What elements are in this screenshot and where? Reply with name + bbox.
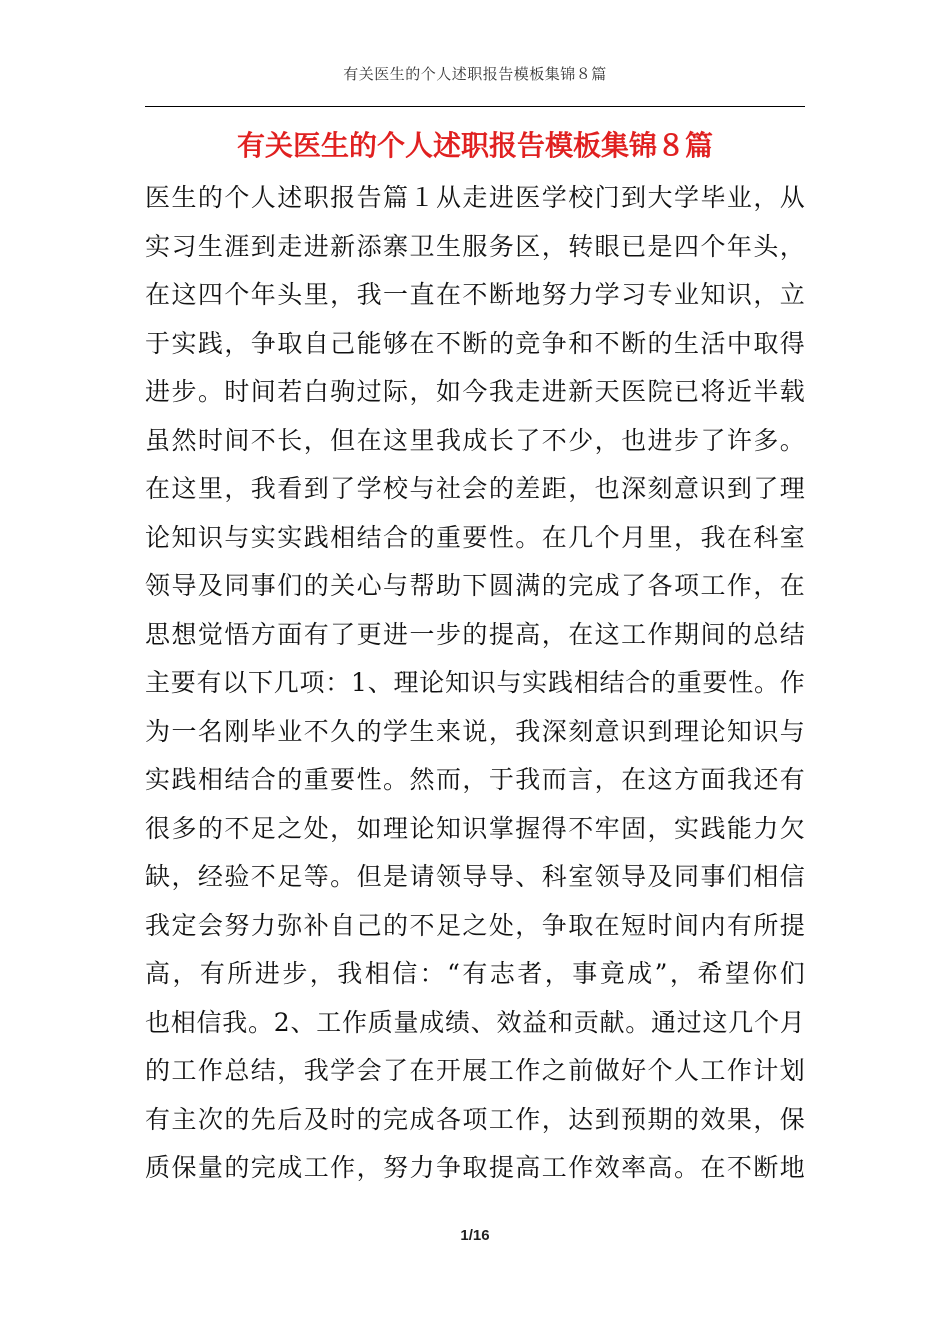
- body-line: 很多的不足之处，如理论知识掌握得不牢固，实践能力欠: [145, 813, 805, 843]
- body-line: 领导及同事们的关心与帮助下圆满的完成了各项工作，在: [145, 571, 805, 600]
- page-number: 1/16: [460, 1227, 490, 1244]
- body-line: 在这里，我看到了学校与社会的差距，也深刻意识到了理: [145, 474, 805, 503]
- body-line: 在这四个年头里，我一直在不断地努力学习专业知识，立: [145, 280, 805, 309]
- body-line: 思想觉悟方面有了更进一步的提高，在这工作期间的总结: [145, 619, 805, 649]
- document-title: 有关医生的个人述职报告模板集锦８篇: [236, 129, 713, 162]
- body-line: 虽然时间不长，但在这里我成长了不少，也进步了许多。: [145, 425, 805, 455]
- body-line: 为一名刚毕业不久的学生来说，我深刻意识到理论知识与: [145, 716, 805, 746]
- body-line: 有主次的先后及时的完成各项工作，达到预期的效果，保: [145, 1104, 805, 1134]
- body-line: 进步。时间若白驹过际，如今我走进新天医院已将近半载: [145, 377, 805, 406]
- body-line: 也相信我。2、工作质量成绩、效益和贡献。通过这几个月: [145, 1007, 805, 1037]
- body-line: 高，有所进步，我相信：“有志者，事竟成”，希望你们: [145, 959, 805, 988]
- body-line: 实习生涯到走进新添寨卫生服务区，转眼已是四个年头，: [145, 231, 805, 261]
- body-line: 缺，经验不足等。但是请领导导、科室领导及同事们相信: [145, 862, 805, 891]
- body-line: 我定会努力弥补自己的不足之处，争取在短时间内有所提: [145, 910, 805, 940]
- body-line: 实践相结合的重要性。然而，于我而言，在这方面我还有: [145, 765, 805, 794]
- body-line: 主要有以下几项：1、理论知识与实践相结合的重要性。作: [145, 668, 805, 697]
- body-line: 论知识与实实践相结合的重要性。在几个月里，我在科室: [145, 522, 805, 552]
- body-line: 的工作总结，我学会了在开展工作之前做好个人工作计划: [145, 1056, 805, 1085]
- header-divider: [145, 106, 805, 107]
- body-line: 医生的个人述职报告篇１从走进医学校门到大学毕业，从: [145, 183, 805, 212]
- document-body: [145, 174, 805, 1193]
- body-line: 于实践，争取自己能够在不断的竞争和不断的生活中取得: [145, 328, 805, 358]
- body-line: 质保量的完成工作，努力争取提高工作效率高。在不断地: [145, 1153, 805, 1182]
- running-header: 有关医生的个人述职报告模板集锦８篇: [343, 65, 607, 83]
